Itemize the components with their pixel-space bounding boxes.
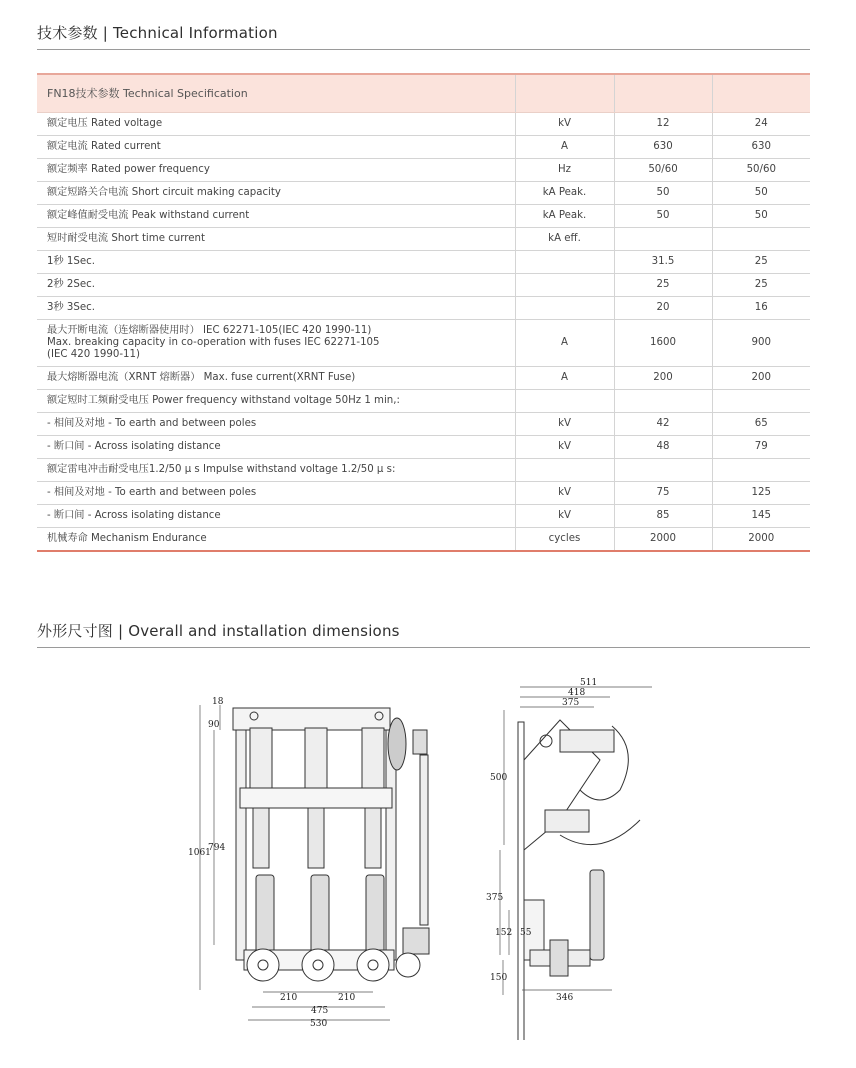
row-value-v12: 75 [614, 482, 712, 505]
spec-header-cell [614, 74, 712, 113]
row-value-v12: 2000 [614, 528, 712, 552]
row-unit: kA eff. [515, 228, 614, 251]
section-rule [37, 647, 810, 648]
row-value-v12: 50/60 [614, 159, 712, 182]
table-row [37, 413, 810, 436]
row-value-v12: 31.5 [614, 251, 712, 274]
dim-152: 152 [495, 928, 513, 938]
section-rule [37, 49, 810, 50]
row-unit: kA Peak. [515, 205, 614, 228]
table-row [37, 182, 810, 205]
row-unit [515, 459, 614, 482]
row-value-v12: 200 [614, 367, 712, 390]
row-value-v24: 65 [712, 413, 810, 436]
row-unit [515, 274, 614, 297]
row-unit [515, 297, 614, 320]
row-value-v24: 25 [712, 251, 810, 274]
row-value-v24: 16 [712, 297, 810, 320]
spec-table [37, 73, 810, 552]
row-label: - 断口间 - Across isolating distance [37, 436, 515, 459]
row-value-v24 [712, 228, 810, 251]
row-value-v12 [614, 459, 712, 482]
row-value-v12: 85 [614, 505, 712, 528]
table-row [37, 528, 810, 552]
row-unit: kV [515, 482, 614, 505]
row-label: - 相间及对地 - To earth and between poles [37, 413, 515, 436]
dim-346: 346 [556, 993, 574, 1003]
row-value-v24: 50/60 [712, 159, 810, 182]
row-value-v12 [614, 228, 712, 251]
row-label: 2秒 2Sec. [37, 274, 515, 297]
dim-511: 511 [580, 678, 598, 688]
row-label: 3秒 3Sec. [37, 297, 515, 320]
dim-18: 18 [212, 697, 224, 707]
row-unit: kV [515, 113, 614, 136]
row-label: 短时耐受电流 Short time current [37, 228, 515, 251]
row-unit: A [515, 136, 614, 159]
dimension-drawing [0, 660, 856, 1040]
row-value-v12: 25 [614, 274, 712, 297]
row-unit [515, 251, 614, 274]
row-label: - 相间及对地 - To earth and between poles [37, 482, 515, 505]
row-unit: kA Peak. [515, 182, 614, 205]
spec-header-title: FN18技术参数 Technical Specification [37, 74, 515, 113]
row-label: 额定短时工频耐受电压 Power frequency withstand voltage 50Hz 1 min,: [37, 390, 515, 413]
row-label: 额定频率 Rated power frequency [37, 159, 515, 182]
row-label: 额定电压 Rated voltage [37, 113, 515, 136]
table-row [37, 505, 810, 528]
dim-530: 530 [310, 1019, 328, 1029]
row-value-v24: 200 [712, 367, 810, 390]
row-value-v12: 48 [614, 436, 712, 459]
spec-header-cell [712, 74, 810, 113]
row-unit: Hz [515, 159, 614, 182]
row-label: 额定雷电冲击耐受电压1.2/50 μ s Impulse withstand voltage 1.2/50 μ s: [37, 459, 515, 482]
row-value-v24: 145 [712, 505, 810, 528]
dim-150: 150 [490, 973, 508, 983]
row-value-v24: 24 [712, 113, 810, 136]
row-value-v12: 1600 [614, 320, 712, 367]
dim-1061: 1061 [188, 848, 211, 858]
row-value-v24 [712, 390, 810, 413]
dim-90: 90 [208, 720, 220, 730]
table-row [37, 113, 810, 136]
row-label: 最大熔断器电流（XRNT 熔断器） Max. fuse current(XRNT Fuse) [37, 367, 515, 390]
table-row [37, 459, 810, 482]
table-row [37, 228, 810, 251]
row-value-v12: 12 [614, 113, 712, 136]
front-view [233, 708, 429, 981]
table-row [37, 390, 810, 413]
row-value-v12: 20 [614, 297, 712, 320]
table-row [37, 136, 810, 159]
row-label: 1秒 1Sec. [37, 251, 515, 274]
table-row [37, 320, 810, 367]
row-value-v24: 79 [712, 436, 810, 459]
section-title-dimensions: 外形尺寸图 | Overall and installation dimensions [37, 622, 400, 640]
row-label: 最大开断电流（连熔断器使用时） IEC 62271-105(IEC 420 1990-11) Max. breaking capacity in co-operation with fuses IEC 62271-105 (IEC 420 1990-11) [37, 320, 515, 367]
row-label: - 断口间 - Across isolating distance [37, 505, 515, 528]
row-value-v24: 25 [712, 274, 810, 297]
row-unit: A [515, 367, 614, 390]
dim-794: 794 [208, 843, 226, 853]
row-value-v24: 630 [712, 136, 810, 159]
row-value-v24: 900 [712, 320, 810, 367]
spec-table-header [37, 74, 810, 113]
dim-375-top: 375 [562, 698, 580, 708]
row-label: 机械寿命 Mechanism Endurance [37, 528, 515, 552]
row-value-v12: 50 [614, 182, 712, 205]
dim-210-right: 210 [338, 993, 356, 1003]
dim-375: 375 [486, 893, 504, 903]
row-value-v24: 50 [712, 182, 810, 205]
row-label: 额定电流 Rated current [37, 136, 515, 159]
row-value-v12: 42 [614, 413, 712, 436]
dim-210-left: 210 [280, 993, 298, 1003]
table-row [37, 159, 810, 182]
row-value-v24: 125 [712, 482, 810, 505]
spec-header-cell [515, 74, 614, 113]
table-row [37, 205, 810, 228]
row-unit: kV [515, 505, 614, 528]
dim-475: 475 [311, 1006, 329, 1016]
side-view [518, 720, 640, 1040]
section-title-technical: 技术参数 | Technical Information [37, 24, 278, 42]
table-row [37, 482, 810, 505]
table-row [37, 367, 810, 390]
row-label: 额定短路关合电流 Short circuit making capacity [37, 182, 515, 205]
row-unit: cycles [515, 528, 614, 552]
row-value-v12 [614, 390, 712, 413]
dim-55: 55 [520, 928, 532, 938]
row-unit: kV [515, 436, 614, 459]
row-value-v12: 50 [614, 205, 712, 228]
row-unit [515, 390, 614, 413]
row-value-v24: 2000 [712, 528, 810, 552]
table-row [37, 436, 810, 459]
row-value-v12: 630 [614, 136, 712, 159]
row-unit: kV [515, 413, 614, 436]
table-row [37, 251, 810, 274]
table-row [37, 274, 810, 297]
dim-418: 418 [568, 688, 586, 698]
table-row [37, 297, 810, 320]
row-value-v24 [712, 459, 810, 482]
row-unit: A [515, 320, 614, 367]
row-label: 额定峰值耐受电流 Peak withstand current [37, 205, 515, 228]
dim-500: 500 [490, 773, 508, 783]
row-value-v24: 50 [712, 205, 810, 228]
